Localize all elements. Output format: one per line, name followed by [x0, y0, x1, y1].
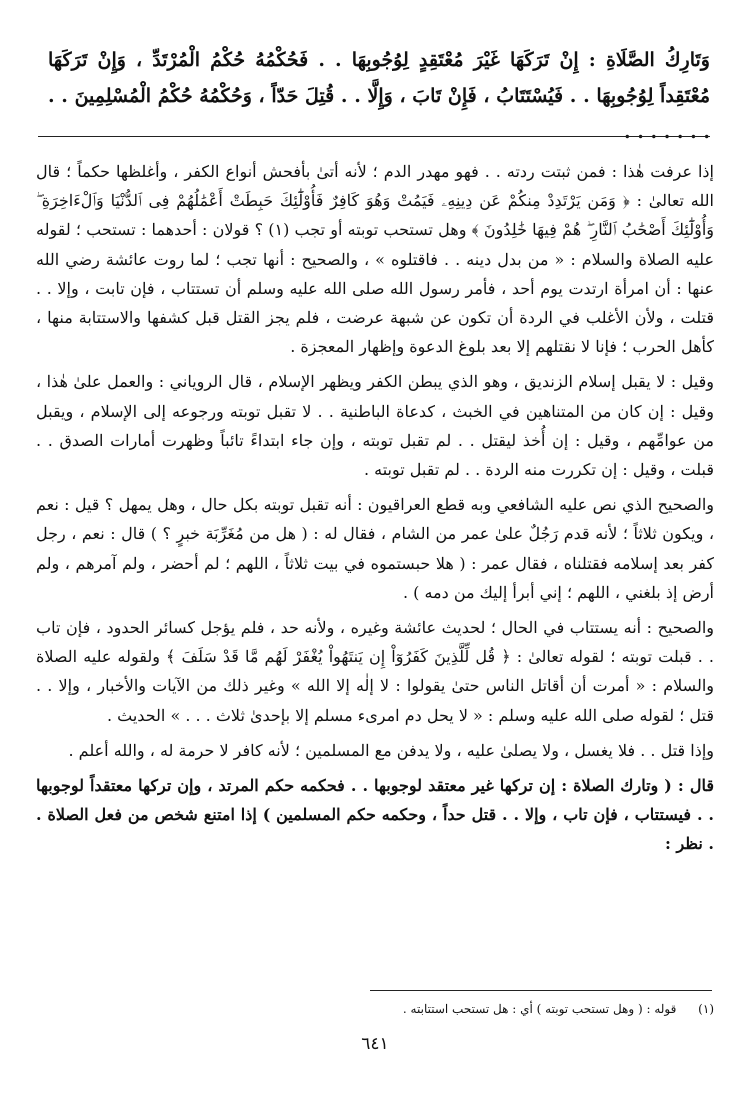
matn-separator-rule	[38, 136, 710, 137]
footnote-separator-rule	[370, 990, 712, 991]
commentary-paragraph: والصحيح الذي نص عليه الشافعي وبه قطع العراقيون : أنه تقبل توبته بكل حال ، وهل يمهل ؟ قيل : نعم ، ويكون ثلاثاً ؛ لأنه قدم رَجُلٌ علىٰ عمر من الشام ، فقال له : ( هل من مُغَرِّبَة خبرٍ ؟ ) قال : نعم ، رجل كفر بعد إسلامه فقتلناه ، فقال عمر : ( هلا حبستموه في بيت ثلاثاً ، اللهم ؛ لم أحضر ، ولم آمرهم ، ولم أرض إذ بلغني ، اللهم ؛ إني أبرأ إليك من دمه ) .	[36, 495, 715, 602]
commentary-paragraph: وقيل : لا يقبل إسلام الزنديق ، وهو الذي يبطن الكفر ويظهر الإسلام ، قال الروياني : والعمل علىٰ هٰذا ، وقيل : إن كان من المتناهين في الخبث ، كدعاة الباطنية . . لا تقبل توبته ورجوعه إلى الإسلام ، ويقبل من عوامِّهم ، وقيل : إن أُخذ ليقتل . . لم تقبل توبته ، وإن جاء ابتداءً تائباً وظهرت أمارات الصدق . . قبلت ، وقيل : إن تكررت منه الردة . . لم تقبل توبته .	[36, 372, 714, 480]
commentary-paragraph: إذا عرفت هٰذا : فمن ثبتت ردته . . فهو مهدر الدم ؛ لأنه أتىٰ بأفحش أنواع الكفر ، وأغلظها حكماً ؛ قال الله تعالىٰ : ﴿ وَمَن يَرْتَدِدْ مِنكُمْ عَن دِينِهِۦ فَيَمُتْ وَهُوَ كَافِرٌ فَأُوْلَٰٓئِكَ حَبِطَتْ أَعْمَٰلُهُمْ فِى ٱلدُّنْيَا وَٱلْءَاخِرَةِ ۖ وَأُوْلَٰٓئِكَ أَصْحَٰبُ ٱلنَّارِ ۖ هُمْ فِيهَا خَٰلِدُونَ ﴾ وهل تستحب توبته أو تجب (١) ؟ قولان : أحدهما : تستحب ؛ لقوله عليه الصلاة والسلام : « من بدل دينه . . فاقتلوه » ، والصحيح : أنها تجب ؛ لما روت عائشة رضي الله عنها : أن امرأة ارتدت يوم أحد ، فأمر رسول الله صلى الله عليه وسلم أن تستتاب ، فإن تابت ، وإلا . . قتلت ، ولأن الأغلب في الردة أن تكون عن شبهة عرضت ، فلم يجز القتل قبل كشفها والاستتابة منها ، كأهل الحرب ؛ فإنا لا نقتلهم إلا بعد بلوغ الدعوة وإظهار المعجزة .	[36, 162, 715, 357]
footnote-text: قوله : ( وهل تستحب توبته ) أي : هل تستحب استتابته .	[402, 1002, 677, 1016]
commentary-paragraph: والصحيح : أنه يستتاب في الحال ؛ لحديث عائشة وغيره ، ولأنه حد ، فلم يؤجل كسائر الحدود ، فإن تاب . . قبلت توبته ؛ لقوله تعالىٰ : ﴿ قُل لِّلَّذِينَ كَفَرُوٓاْ إِن يَنتَهُواْ يُغْفَرْ لَهُم مَّا قَدْ سَلَفَ ﴾ ولقوله عليه الصلاة والسلام : « أمرت أن أقاتل الناس حتىٰ يقولوا : لا إلٰه إلا الله » وغير ذلك من الآيات والأخبار ، وإلا . . قتل ؛ لقوله صلى الله عليه وسلم : « لا يحل دم امرىء مسلم إلا بإحدىٰ ثلاث . . . » الحديث .	[36, 618, 715, 725]
commentary-paragraph: وإذا قتل . . فلا يغسل ، ولا يصلىٰ عليه ، ولا يدفن مع المسلمين ؛ لأنه كافر لا حرمة له ، والله أعلم .	[68, 740, 714, 760]
commentary-paragraph: قال : ( وتارك الصلاة : إن تركها غير معتقد لوجوبها . . فحكمه حكم المرتد ، وإن تركها معتقداً لوجوبها . . فيستتاب ، فإن تاب ، وإلا . . قتل حداً ، وحكمه حكم المسلمين ) إذا امتنع شخص من فعل الصلاة . . نظر :	[36, 776, 714, 854]
matn-text: وَتَارِكُ الصَّلَاةِ : إِنْ تَرَكَهَا غَيْرَ مُعْتَقِدٍ لِوُجُوبِهَا . . فَحُكْمُهُ حُكْمُ الْمُرْتَدِّ ، وَإِنْ تَرَكَهَا مُعْتَقِداً لِوُجُوبِهَا . . فَيُسْتَتَابُ ، فَإِنْ تَابَ ، وَإِلَّا . . قُتِلَ حَدّاً ، وَحُكْمُهُ حُكْمُ الْمُسْلِمِينَ . . . . . . . . .	[48, 49, 710, 143]
footnote-number: (١)	[698, 1002, 714, 1016]
footnote	[40, 1000, 714, 1018]
commentary-body	[36, 157, 714, 865]
page-number: ٦٤١	[361, 1034, 389, 1054]
